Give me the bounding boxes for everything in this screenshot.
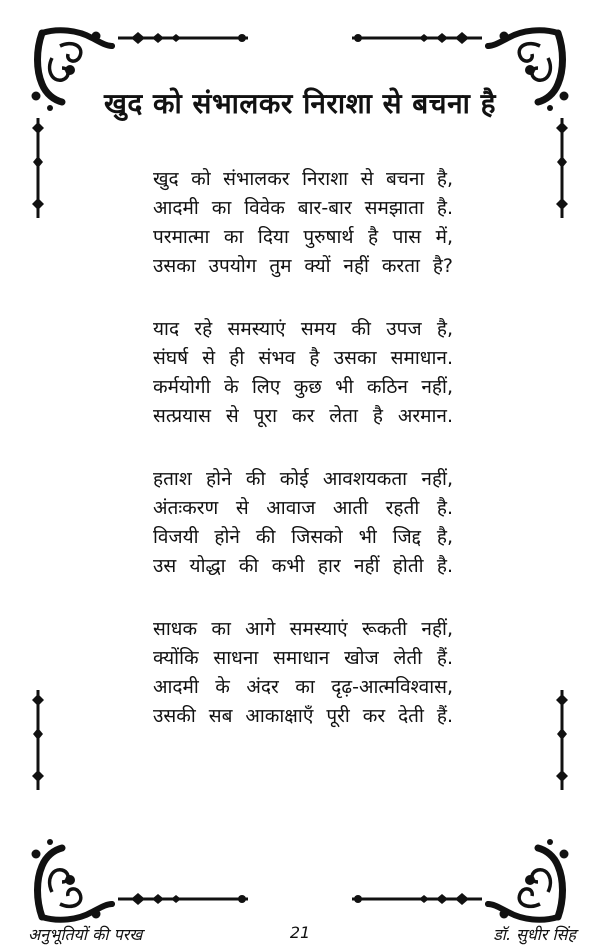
poem-line: अंतःकरण से आवाज आती रहती है. xyxy=(153,497,453,519)
poem-line: उसकी सब आकाक्षाएँ पूरी कर देती हैं. xyxy=(153,705,453,727)
poem-line: याद रहे समस्याएं समय की उपज है, xyxy=(153,318,453,340)
author-name: डॉ. सुधीर सिंह xyxy=(493,925,576,944)
stanza xyxy=(153,615,453,731)
page-number: 21 xyxy=(289,923,311,942)
poem-line: आदमी के अंदर का दृढ़-आत्मविश्वास, xyxy=(153,676,453,698)
poem-line: आदमी का विवेक बार-बार समझाता है. xyxy=(153,197,453,219)
stanza xyxy=(153,165,453,281)
poem-line: कर्मयोगी के लिए कुछ भी कठिन नहीं, xyxy=(153,376,453,398)
poem-line: संघर्ष से ही संभव है उसका समाधान. xyxy=(153,347,453,369)
poem-line: विजयी होने की जिसको भी जिद्द है, xyxy=(153,526,453,548)
poem-body xyxy=(153,165,453,765)
poem-line: क्योंकि साधना समाधान खोज लेती हैं. xyxy=(153,647,453,669)
poem-line: परमात्मा का दिया पुरुषार्थ है पास में, xyxy=(153,226,453,248)
stanza xyxy=(153,315,453,431)
stanza xyxy=(153,465,453,581)
poem-line: उस योद्धा की कभी हार नहीं होती है. xyxy=(153,555,453,577)
poem-line: खुद को संभालकर निराशा से बचना है, xyxy=(153,168,453,190)
book-title: अनुभूतियों की परख xyxy=(28,925,143,944)
poem-line: सत्प्रयास से पूरा कर लेता है अरमान. xyxy=(153,405,453,427)
poem-title: खुद को संभालकर निराशा से बचना है xyxy=(104,87,496,120)
poem-line: साधक का आगे समस्याएं रूकती नहीं, xyxy=(153,618,453,640)
poem-line: हताश होने की कोई आवशयकता नहीं, xyxy=(153,468,453,490)
poem-line: उसका उपयोग तुम क्यों नहीं करता है? xyxy=(153,255,453,277)
